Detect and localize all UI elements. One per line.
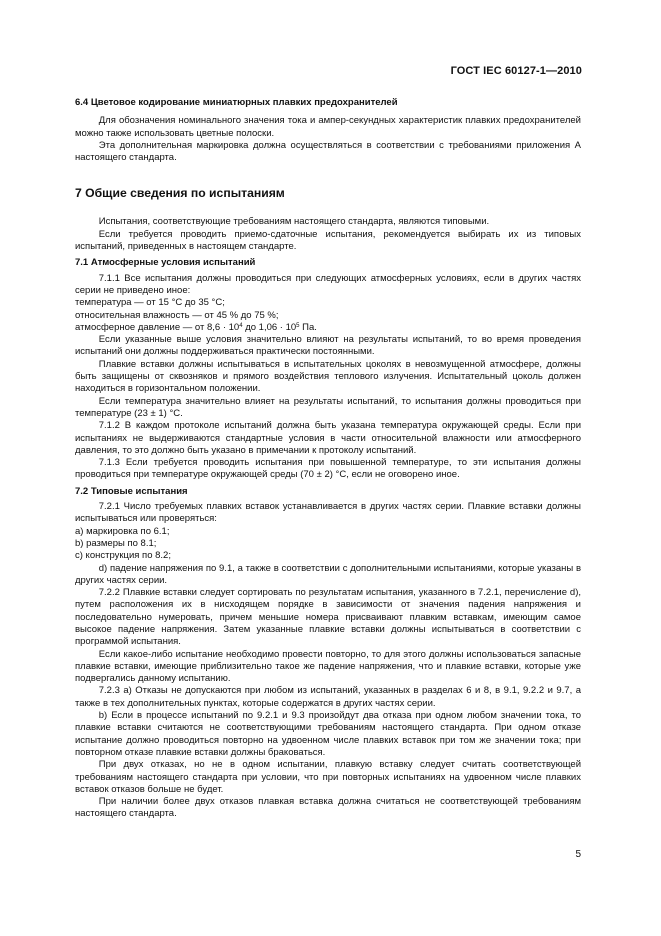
paragraph: 7.2.2 Плавкие вставки следует сортировать по результатам испытания, указанного в 7.2.1, перечисление d), путем расположения их в нисходящем порядке в зависимости от значения падения напряжения и последовательно нумеровать, причем меньшие номера присваивают плавким вставкам, имеющим самое высокое падение напряжения. Затем указанные плавкие вставки должны испытываться в соответствии с программой испытания.: [75, 587, 581, 648]
condition-humidity: относительная влажность — от 45 % до 75 %;: [75, 309, 279, 321]
paragraph: При наличии более двух отказов плавкая вставка должна считаться не соответствующей требованиям настоящего стандарта.: [75, 796, 581, 820]
list-item: d) падение напряжения по 9.1, а также в соответствии с дополнительными испытаниями, которые указаны в других частях серии.: [75, 562, 581, 586]
section-7-2-title: 7.2 Типовые испытания: [75, 485, 188, 497]
paragraph: 7.1.3 Если требуется проводить испытания при повышенной температуре, то эти испытания должны проводиться при температуре окружающей среды (70 ± 2) °С, если не оговорено иное.: [75, 457, 581, 481]
paragraph: При двух отказах, но не в одном испытании, плавкую вставку следует считать соответствующей требованиям настоящего стандарта при условии, что при повторных испытаниях на удвоенном числе плавких вставок отказов больше не будет.: [75, 759, 581, 795]
document-header: ГОСТ IEC 60127-1—2010: [450, 65, 582, 77]
paragraph: Испытания, соответствующие требованиям настоящего стандарта, являются типовыми.: [98, 216, 490, 228]
section-6-4-title: 6.4 Цветовое кодирование миниатюрных плавких предохранителей: [75, 97, 398, 108]
paragraph: 7.2.1 Число требуемых плавких вставок устанавливается в других частях серии. Плавкие вставки должны испытываться или проверяться:: [75, 501, 581, 525]
list-item: b) размеры по 8.1;: [75, 537, 157, 549]
list-item: c) конструкция по 8.2;: [75, 550, 171, 562]
section-7-1-title: 7.1 Атмосферные условия испытаний: [75, 257, 256, 269]
paragraph: Если указанные выше условия значительно влияют на результаты испытаний, то во время проведения испытаний они должны поддерживаться практически постоянными.: [75, 334, 581, 358]
section-7-title: 7 Общие сведения по испытаниям: [75, 186, 285, 201]
paragraph: 7.1.1 Все испытания должны проводиться при следующих атмосферных условиях, если в других частях серии не приведено иное:: [75, 272, 581, 296]
paragraph: Если требуется проводить приемо-сдаточные испытания, рекомендуется выбирать их из типовых испытаний, приведенных в настоящем стандарте.: [75, 228, 581, 253]
paragraph: Плавкие вставки должны испытываться в испытательных цоколях в невозмущенной атмосфере, должны быть защищены от сквозняков и прямого воздействия теплового излучения. Испытательный цоколь должен находиться в горизонтальном положении.: [75, 358, 581, 395]
paragraph: 7.1.2 В каждом протоколе испытаний должна быть указана температура окружающей среды. Если при испытаниях не выдерживаются стандартные условия в части относительной влажности или атмосферного давления, то это должно быть указано в примечании к протоколу испытаний.: [75, 420, 581, 456]
condition-pressure: атмосферное давление — от $8,6 \cdot 10^4$ до $1,06 \cdot 10^5$ Па.: [75, 321, 317, 333]
page-number: 5: [575, 849, 581, 860]
paragraph: Если температура значительно влияет на результаты испытаний, то испытания должны проводиться при температуре (23 ± 1) °С.: [75, 395, 581, 419]
condition-temperature: температура — от 15 °С до 35 °С;: [75, 297, 225, 309]
page-content: [75, 95, 581, 821]
paragraph: Эта дополнительная маркировка должна осуществляться в соответствии с требованиями приложения А настоящего стандарта.: [75, 139, 581, 164]
paragraph: b) Если в процессе испытаний по 9.2.1 и 9.3 произойдут два отказа при одном любом значении тока, то плавкие вставки считаются не соответствующими требованиям настоящего стандарта. При одном отказе испытание должно проводиться повторно на удвоенном числе плавких вставок при том же значении тока; при повторном отказе плавкие вставки должны браковаться.: [75, 710, 581, 758]
list-item: a) маркировка по 6.1;: [75, 525, 170, 537]
paragraph: 7.2.3 а) Отказы не допускаются при любом из испытаний, указанных в разделах 6 и 8, в 9.1, 9.2.2 и 9.7, а также в тех дополнительных пунктах, которые содержатся в других частях серии.: [75, 685, 581, 709]
paragraph: Если какое-либо испытание необходимо провести повторно, то для этого должны использоваться запасные плавкие вставки, имеющие приблизительно такое же падение напряжения, что и плавкие вставки, которые уже подвергались данному испытанию.: [75, 648, 581, 685]
paragraph: Для обозначения номинального значения тока и ампер-секундных характеристик плавких предохранителей можно также использовать цветные полоски.: [75, 115, 581, 139]
